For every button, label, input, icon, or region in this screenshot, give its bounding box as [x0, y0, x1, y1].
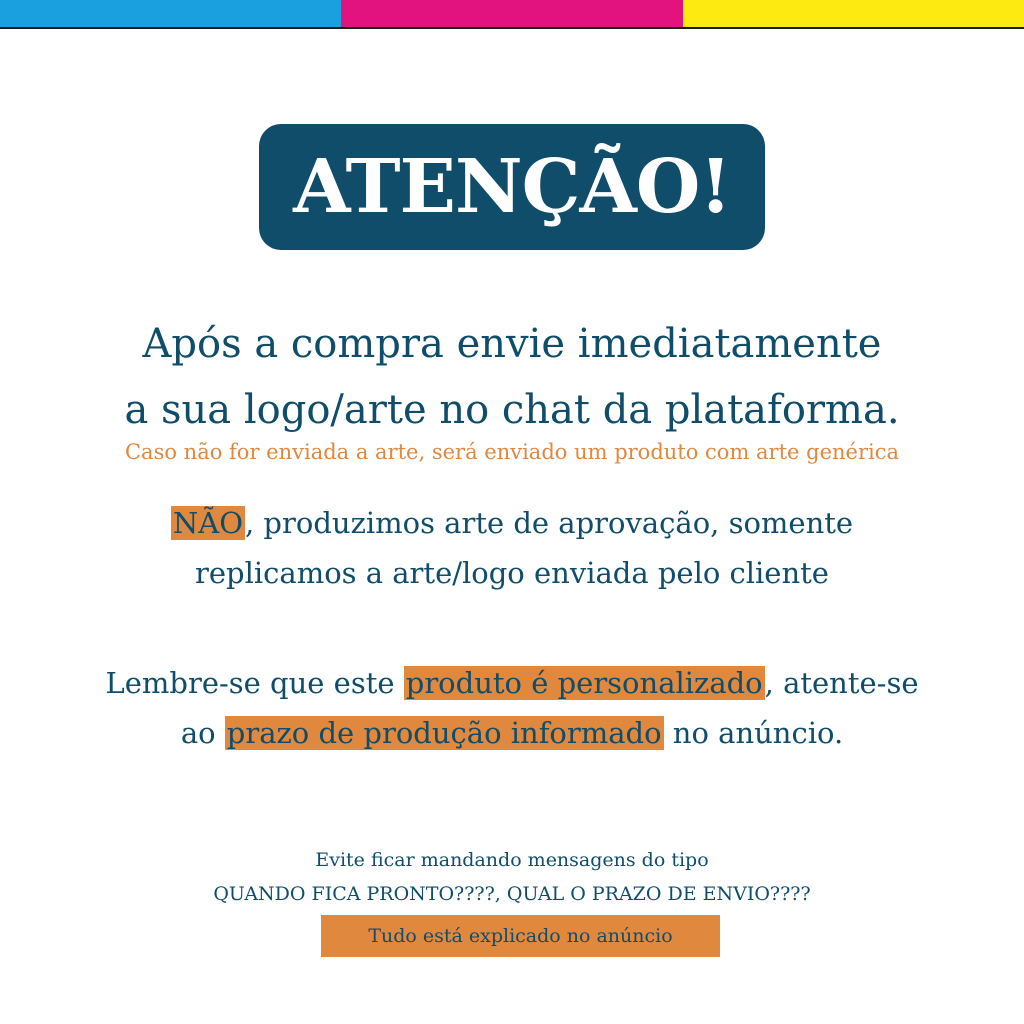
reminder-line-1-end: , atente-se [764, 666, 919, 700]
reminder-line-2-end: no anúncio. [663, 716, 844, 750]
production-deadline-highlight: prazo de produção informado [226, 716, 662, 750]
reminder-line-1 [0, 662, 1024, 704]
footer-box-text: Tudo está explicado no anúncio [368, 925, 673, 947]
footer-highlight-box [321, 915, 720, 957]
reminder-line-1-start: Lembre-se que este [105, 666, 404, 700]
footer-line-1: Evite ficar mandando mensagens do tipo [315, 849, 709, 871]
generic-art-note: Caso não for enviada a arte, será enviado um produto com arte genérica [124, 440, 899, 464]
custom-product-highlight: produto é personalizado [405, 666, 763, 700]
reminder-line-2-start: ao [180, 716, 225, 750]
approval-line-2: replicamos a arte/logo enviada pelo cliente [195, 556, 829, 590]
footer-line-2: QUANDO FICA PRONTO????, QUAL O PRAZO DE ENVIO???? [213, 883, 811, 905]
approval-line-1-text: , produzimos arte de aprovação, somente [245, 506, 854, 540]
title-banner [259, 124, 765, 250]
reminder-line-2 [0, 712, 1024, 754]
page-title: ATENÇÃO! [293, 144, 731, 230]
cyan-stripe [0, 0, 341, 27]
color-stripe [0, 0, 1024, 29]
nao-highlight: NÃO [172, 506, 243, 540]
yellow-stripe [683, 0, 1024, 27]
magenta-stripe [341, 0, 682, 27]
main-message-line-2: a sua logo/arte no chat da plataforma. [124, 387, 900, 433]
approval-line-1 [0, 502, 1024, 544]
main-message-line-1: Após a compra envie imediatamente [142, 321, 882, 367]
